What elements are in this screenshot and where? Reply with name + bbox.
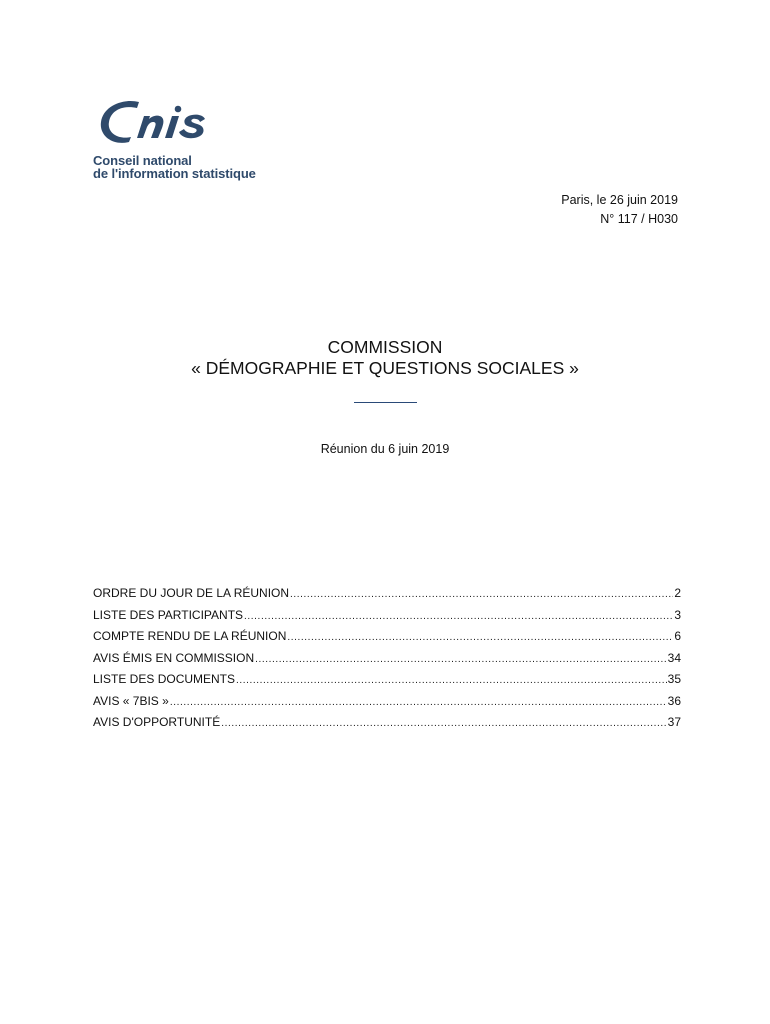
- title-divider: [354, 402, 417, 403]
- toc-leader-dots: [255, 654, 667, 665]
- toc-label: ORDRE DU JOUR DE LA RÉUNION: [93, 586, 290, 600]
- meeting-date: Réunion du 6 juin 2019: [320, 442, 450, 456]
- toc-page-number: 36: [667, 693, 681, 708]
- document-reference: N° 117 / H030: [600, 212, 678, 226]
- page-title-line-2: « DÉMOGRAPHIE ET QUESTIONS SOCIALES »: [191, 358, 579, 378]
- page-title-line-1: COMMISSION: [327, 337, 443, 357]
- toc-leader-dots: [290, 589, 673, 600]
- toc-page-number: 34: [667, 650, 681, 665]
- table-of-contents: [93, 586, 681, 737]
- toc-label: AVIS D'OPPORTUNITÉ: [93, 715, 221, 729]
- toc-label: AVIS ÉMIS EN COMMISSION: [93, 650, 255, 665]
- cnis-logo: [93, 96, 243, 150]
- toc-entry-minutes[interactable]: [93, 629, 681, 651]
- toc-leader-dots: [221, 718, 666, 729]
- toc-entry-participants[interactable]: [93, 608, 681, 630]
- toc-label: COMPTE RENDU DE LA RÉUNION: [93, 629, 287, 643]
- toc-entry-agenda[interactable]: [93, 586, 681, 608]
- toc-entry-7bis[interactable]: [93, 694, 681, 716]
- toc-page-number: 35: [667, 672, 681, 686]
- toc-page-number: 2: [674, 586, 681, 600]
- toc-entry-documents[interactable]: [93, 672, 681, 694]
- toc-entry-opportunity[interactable]: [93, 715, 681, 737]
- toc-page-number: 3: [674, 607, 681, 622]
- toc-entry-opinions[interactable]: [93, 651, 681, 673]
- toc-label: AVIS « 7BIS »: [93, 693, 169, 708]
- toc-page-number: 37: [667, 715, 681, 729]
- toc-leader-dots: [236, 675, 667, 686]
- cnis-logo-icon: [93, 96, 243, 150]
- toc-leader-dots: [287, 632, 673, 643]
- toc-leader-dots: [244, 611, 673, 622]
- toc-page-number: 6: [674, 629, 681, 643]
- toc-label: LISTE DES DOCUMENTS: [93, 672, 236, 686]
- logo-line-2: de l'information statistique: [93, 166, 256, 181]
- toc-label: LISTE DES PARTICIPANTS: [93, 607, 244, 622]
- logo-line-1: Conseil national: [93, 153, 192, 168]
- toc-leader-dots: [170, 697, 667, 708]
- place-date: Paris, le 26 juin 2019: [561, 193, 678, 207]
